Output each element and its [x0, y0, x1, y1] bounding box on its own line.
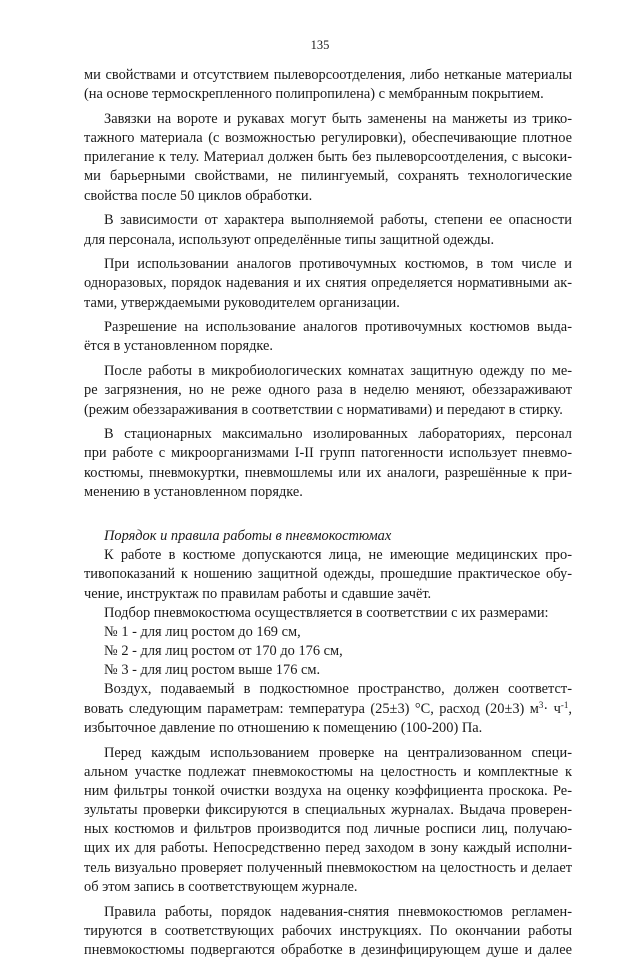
- text-line: (режим обеззараживания в соответствии с нормативами) и передают в стирку.: [84, 401, 563, 418]
- size-list-item: № 2 - для лиц ростом от 170 до 176 см,: [104, 643, 343, 660]
- line-segment: ,: [568, 700, 572, 717]
- text-line-with-units: [84, 700, 572, 719]
- text-line: В зависимости от характера выполняемой работы, степени ее опасности: [104, 212, 572, 229]
- text-line: ми свойствами и отсутствием пылеворсоотделения, либо нетканые материалы: [84, 67, 572, 83]
- text-line: После работы в микробиологических комнатах защитную одежду по ме-: [104, 363, 572, 380]
- text-line: Подбор пневмокостюма осуществляется в соответствии с их размерами:: [104, 604, 549, 621]
- text-line: чение, инструктаж по правилам работы и сдавшие зачёт.: [84, 585, 432, 602]
- text-line: свойства после 50 циклов обработки.: [84, 187, 313, 204]
- page-number: 135: [310, 38, 330, 52]
- body-text: [84, 66, 572, 960]
- text-line: пневмокостюмы подвергаются обработке в дезинфицирующем душе и далее: [84, 941, 572, 958]
- text-line: ре загрязнения, но не реже одного раза в неделю меняют, обеззараживают: [84, 382, 572, 399]
- text-line: тируются в соответствующих рабочих инструкциях. По окончании работы: [84, 922, 572, 939]
- text-line: ных костюмов и фильтров производится под личные росписи лиц, получаю-: [84, 821, 572, 838]
- text-line: (на основе термоскрепленного полипропилена) с мембранным покрытием.: [84, 86, 544, 103]
- text-line: тель визуально проверяет полученный пневмокостюм на целостность и делает: [84, 859, 572, 876]
- text-line: При использовании аналогов противочумных костюмов, в том числе и: [104, 256, 572, 273]
- line-segment: · ч: [543, 700, 561, 717]
- text-line: В стационарных максимально изолированных лабораториях, персонал: [104, 426, 572, 443]
- text-line: Правила работы, порядок надевания-снятия пневмокостюмов регламен-: [104, 903, 572, 920]
- text-line: ним фильтры тонкой очистки воздуха на оценку коэффициента проскока. Ре-: [84, 782, 572, 799]
- text-line: избыточное давление по отношению к помещению (100-200) Па.: [84, 719, 483, 736]
- text-line: менению в установленном порядке.: [84, 483, 303, 500]
- text-line: Воздух, подаваемый в подкостюмное пространство, должен соответст-: [104, 681, 572, 698]
- text-line: ётся в установленном порядке.: [84, 338, 274, 355]
- size-list-item: № 3 - для лиц ростом выше 176 см.: [104, 662, 321, 679]
- size-list-item: № 1 - для лиц ростом до 169 см,: [104, 623, 301, 640]
- text-line: щих их для работы. Непосредственно перед заходом в зону каждый исполни-: [84, 840, 572, 857]
- line-segment: вовать следующим параметрам: температура (25±3) °С, расход (20±3) м: [84, 700, 539, 717]
- text-line: тами, утверждаемыми руководителем организации.: [84, 294, 400, 311]
- superscript: 3: [538, 699, 544, 710]
- section-heading: Порядок и правила работы в пневмокостюмах: [104, 527, 392, 544]
- text-line: прилегание к телу. Материал должен быть без пылеворсоотделения, с высоки-: [84, 149, 572, 166]
- text-line: одноразовых, порядок надевания и их снятия определяется нормативными ак-: [84, 275, 572, 292]
- text-line: Разрешение на использование аналогов противочумных костюмов выда-: [104, 319, 572, 336]
- superscript: -1: [560, 699, 569, 710]
- text-line: зультаты проверки фиксируются в специальных журналах. Выдача проверен-: [84, 802, 572, 819]
- text-line: тажного материала (с возможностью регулировки), обеспечивающие плотное: [84, 130, 572, 147]
- text-line: Перед каждым использованием проверке на централизованном специ-: [104, 744, 572, 761]
- text-line: костюмы, пневмокуртки, пневмошлемы или их аналоги, разрешённые к при-: [84, 464, 572, 481]
- text-line: ми барьерными свойствами, не пилингуемый, сохранять технологические: [84, 168, 572, 185]
- text-line: об этом запись в соответствующем журнале.: [84, 878, 358, 895]
- text-line: альном участке подлежат пневмокостюмы на целостность и комплектные к: [84, 763, 572, 780]
- text-line: тивопоказаний к ношению защитной одежды, прошедшие практическое обу-: [84, 566, 572, 583]
- text-line: Завязки на вороте и рукавах могут быть заменены на манжеты из трико-: [104, 110, 572, 127]
- text-line: для персонала, используют определённые типы защитной одежды.: [84, 231, 495, 248]
- text-line: К работе в костюме допускаются лица, не имеющие медицинских про-: [104, 547, 572, 564]
- text-line: при работе с микроорганизмами I-II групп патогенности использует пневмо-: [84, 445, 572, 462]
